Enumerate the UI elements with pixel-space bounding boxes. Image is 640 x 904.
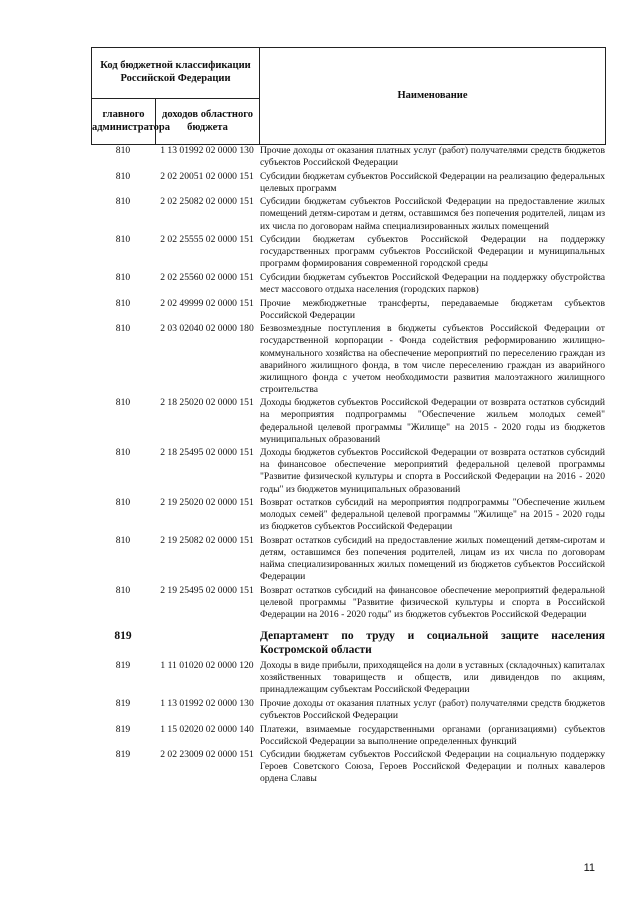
income-code: 2 02 20051 02 0000 151 [160,170,254,182]
header-admin: главного администратора [92,99,156,145]
table-row [91,497,605,533]
admin-code: 810 [115,534,131,546]
table-row [91,535,605,583]
admin-code: 819 [115,723,131,735]
admin-code: 810 [115,234,131,246]
table-row [91,698,605,722]
admin-code: 819 [114,630,132,643]
income-code: 2 02 49999 02 0000 151 [160,297,254,309]
income-name: Возврат остатков субсидий на финансовое обеспечение мероприятий федеральной целевой программы "Развитие физической культуры и спорта в Российской Федерации на 2016 - 2020 годы" из бюджетов субъектов Российской Федерации [260,584,605,620]
table-row [91,724,605,748]
income-code: 2 02 25555 02 0000 151 [160,234,254,246]
admin-code: 810 [115,271,131,283]
income-code: 2 03 02040 02 0000 180 [160,323,254,335]
table-row [91,660,605,696]
header-income: доходов областного бюджета [156,99,260,145]
income-name: Безвозмездные поступления в бюджеты субъектов Российской Федерации от государственной корпорации - Фонда содействия реформированию жилищно-коммунального хозяйства на обеспечение мероприятий по переселению граждан из аварийного жилищного фонда, в том числе переселению граждан из аварийного жилищного фонда с учетом необходимости развития малоэтажного жилищного строительства [260,323,605,395]
income-code: 2 19 25020 02 0000 151 [160,497,254,509]
table-row [91,272,605,296]
income-name: Доходы бюджетов субъектов Российской Федерации от возврата остатков субсидий на мероприятия подпрограммы "Обеспечение жильем молодых семей" федеральной целевой программы "Жилище" на 2015 - 2020 годы из бюджетов муниципальных образований [260,397,605,445]
income-name: Доходы в виде прибыли, приходящейся на доли в уставных (складочных) капиталах хозяйственных товариществ и обществ, или дивидендов по акциям, принадлежащим субъектам Российской Федерации [260,660,605,696]
admin-code: 819 [115,749,131,761]
income-code: 2 19 25495 02 0000 151 [160,584,254,596]
income-name: Субсидии бюджетам субъектов Российской Федерации на предоставление жилых помещений детям-сиротам и детям, оставшимся без попечения родителей, лицам из их числа по договорам найма специализированных жилых помещений [260,196,605,232]
table-row [91,196,605,232]
department-row [91,629,605,657]
admin-code: 810 [115,297,131,309]
income-code: 1 15 02020 02 0000 140 [160,723,254,735]
table-row [91,397,605,445]
table-body [91,145,605,787]
income-code: 2 02 25560 02 0000 151 [160,271,254,283]
admin-code: 810 [115,145,131,156]
income-code: 1 13 01992 02 0000 130 [160,145,254,156]
admin-code: 810 [115,497,131,509]
table-row [91,298,605,322]
admin-code: 810 [115,397,131,409]
admin-code: 810 [115,323,131,335]
income-name: Возврат остатков субсидий на предоставление жилых помещений детям-сиротам и детям, оставшимся без попечения родителей, лицам из их числа по договорам найма специализированных жилых помещений из бюджетов субъектов Российской Федерации [260,534,605,583]
header-name: Наименование [260,48,606,145]
income-code: 1 13 01992 02 0000 130 [160,697,254,709]
income-name: Прочие доходы от оказания платных услуг (работ) получателями средств бюджетов субъектов Российской Федерации [260,145,605,169]
income-name: Субсидии бюджетам субъектов Российской Федерации на реализацию федеральных целевых программ [260,170,605,194]
income-name: Доходы бюджетов субъектов Российской Федерации от возврата остатков субсидий на финансовое обеспечение мероприятий федеральной целевой программы "Развитие физической культуры и спорта в Российской Федерации на 2016 - 2020 годы" из бюджетов муниципальных образований [260,447,605,495]
admin-code: 810 [115,170,131,182]
income-code: 2 18 25495 02 0000 151 [160,447,254,459]
income-name: Платежи, взимаемые государственными органами (организациями) субъектов Российской Федерации за выполнение определенных функций [260,723,605,747]
admin-code: 810 [115,584,131,596]
admin-code: 810 [115,196,131,208]
income-code: 2 02 23009 02 0000 151 [160,749,254,761]
income-name: Субсидии бюджетам субъектов Российской Федерации на поддержку обустройства мест массового отдыха населения (городских парков) [260,271,605,296]
income-name: Возврат остатков субсидий на мероприятия подпрограммы "Обеспечение жильем молодых семей" федеральной целевой программы "Жилище" на 2015 - 2020 годы из бюджетов субъектов Российской Федерации [260,497,605,533]
income-name: Субсидии бюджетам субъектов Российской Федерации на социальную поддержку Героев Советского Союза, Героев Российской Федерации и полных кавалеров ордена Славы [260,749,605,785]
table-row [91,749,605,785]
header-code-group: Код бюджетной классификации Российской Федерации [92,48,260,99]
admin-code: 810 [115,447,131,459]
table-row [91,585,605,621]
income-name: Субсидии бюджетам субъектов Российской Федерации на поддержку государственных программ субъектов Российской Федерации и муниципальных программ формирования современной городской среды [260,234,605,270]
income-code: 2 02 25082 02 0000 151 [160,196,254,208]
table-row [91,171,605,195]
income-name: Прочие доходы от оказания платных услуг (работ) получателями средств бюджетов субъектов Российской Федерации [260,697,605,721]
department-name: Департамент по труду и социальной защите населения Костромской области [260,630,605,657]
income-code: 2 19 25082 02 0000 151 [160,534,254,546]
admin-code: 819 [115,660,131,672]
table-row [91,234,605,270]
income-code: 2 18 25020 02 0000 151 [160,397,254,409]
income-code: 1 11 01020 02 0000 120 [160,660,254,672]
table-row [91,323,605,396]
admin-code: 819 [115,697,131,709]
table-header [91,47,606,145]
page-number: 11 [583,862,595,874]
income-name: Прочие межбюджетные трансферты, передаваемые бюджетам субъектов Российской Федерации [260,297,605,321]
table-row [91,447,605,495]
table-row [91,145,605,169]
